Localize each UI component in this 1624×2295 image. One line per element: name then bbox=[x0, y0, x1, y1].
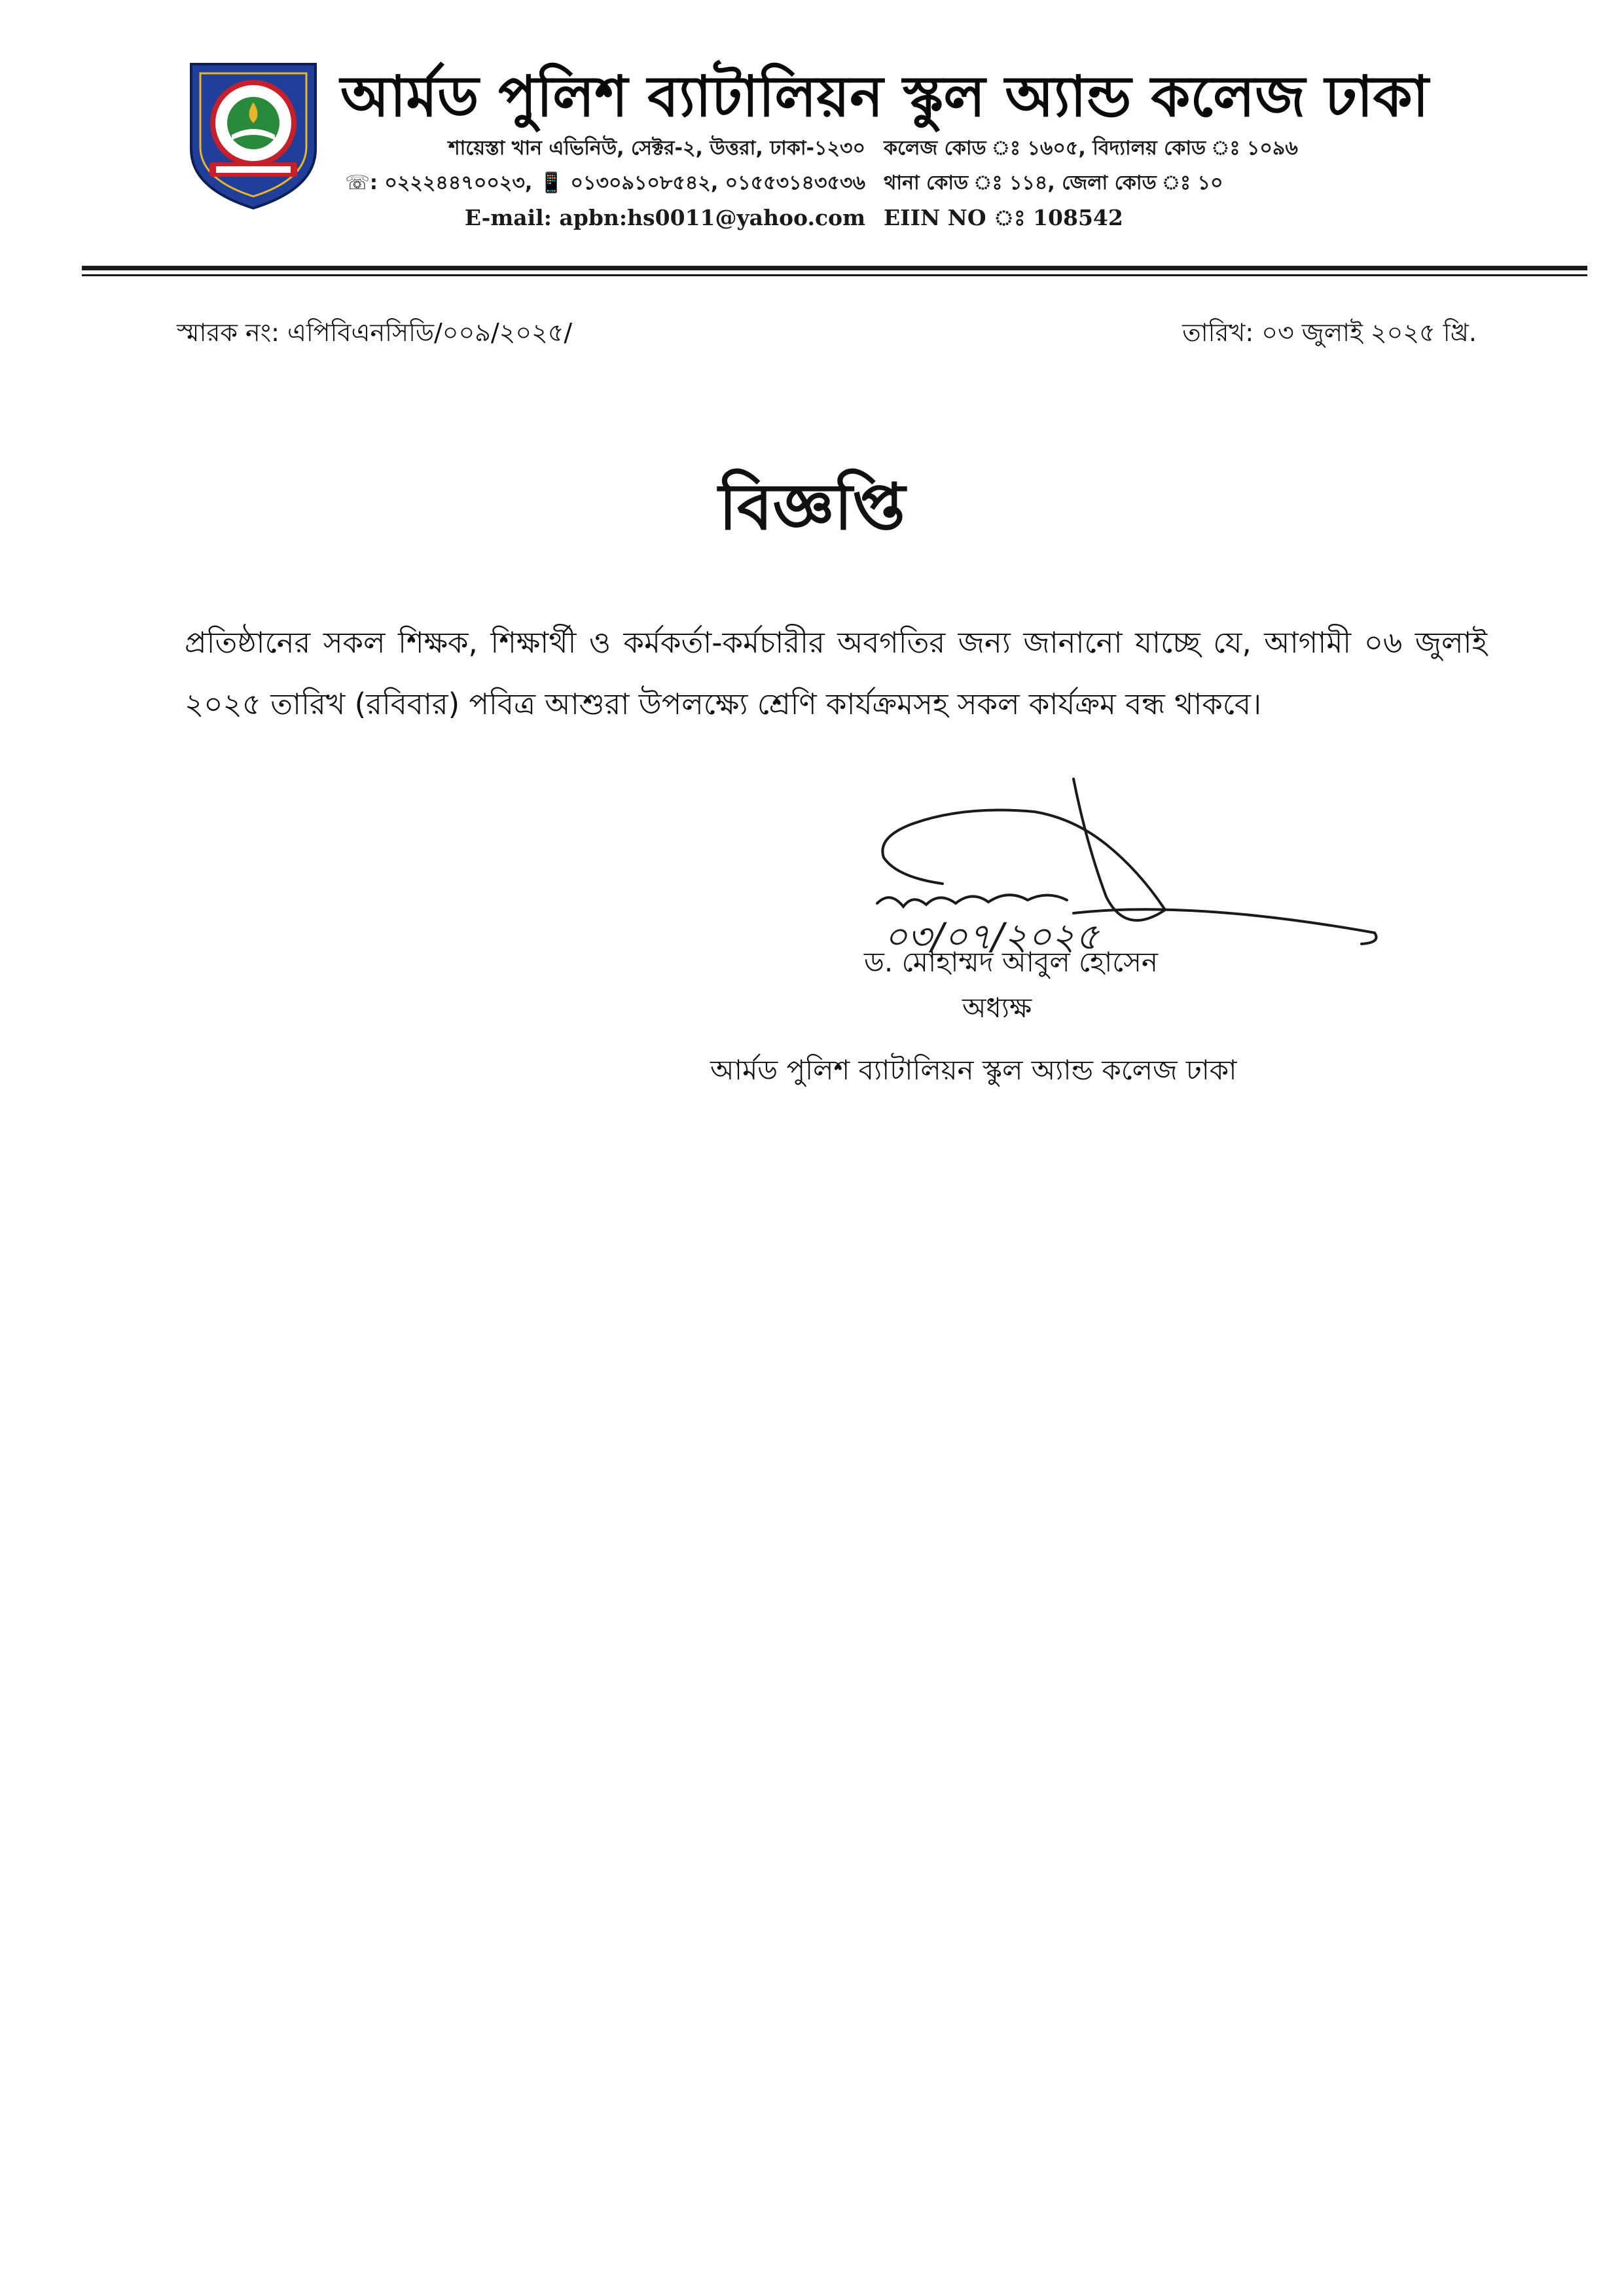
email-line: E-mail: apbn:hs0011@yahoo.com bbox=[464, 205, 865, 230]
signature-date: ০৩/০৭/২০২৫ bbox=[884, 916, 1099, 958]
address-line: শায়েস্তা খান এভিনিউ, সেক্টর-২, উত্তরা, ঢাকা-১২৩০ bbox=[448, 137, 865, 160]
memo-reference: স্মারক নং: এপিবিএনসিডি/০০৯/২০২৫/ bbox=[177, 318, 573, 347]
header-divider-thin bbox=[82, 274, 1587, 276]
header-divider bbox=[82, 266, 1587, 270]
notice-heading: বিজ্ঞপ্তি bbox=[719, 470, 905, 545]
signatory-name: ড. মোহাম্মদ আবুল হোসেন bbox=[864, 946, 1158, 978]
college-code: কলেজ কোড ঃ ১৬০৫, বিদ্যালয় কোড ঃ ১০৯৬ bbox=[884, 137, 1298, 160]
thana-code: থানা কোড ঃ ১১৪, জেলা কোড ঃ ১০ bbox=[884, 172, 1223, 194]
memo-date: তারিখ: ০৩ জুলাই ২০২৫ খ্রি. bbox=[1182, 318, 1477, 347]
eiin-number: EIIN NO ঃ 108542 bbox=[884, 205, 1123, 230]
organization-title: আর্মড পুলিশ ব্যাটালিয়ন স্কুল অ্যান্ড কলেজ ঢাকা bbox=[340, 64, 1429, 130]
school-logo bbox=[185, 58, 322, 211]
notice-body: প্রতিষ্ঠানের সকল শিক্ষক, শিক্ষার্থী ও কর্মকর্তা-কর্মচারীর অবগতির জন্য জানানো যাচ্ছে যে, আগামী ০৬ জুলাই ২০২৫ তারিখ (রবিবার) পবিত্র আশুরা উপলক্ষ্যে শ্রেণি কার্যক্রমসহ সকল কার্যক্রম বন্ধ থাকবে। bbox=[185, 625, 1487, 721]
phone-line: ☏: ০২২২৪৪৭০০২৩, 📱 ০১৩০৯১০৮৫৪২, ০১৫৫৩১৪৩৫৩৬ bbox=[345, 172, 865, 194]
signatory-title: অধ্যক্ষ bbox=[962, 992, 1032, 1024]
signatory-organization: আর্মড পুলিশ ব্যাটালিয়ন স্কুল অ্যান্ড কলেজ ঢাকা bbox=[710, 1054, 1237, 1086]
